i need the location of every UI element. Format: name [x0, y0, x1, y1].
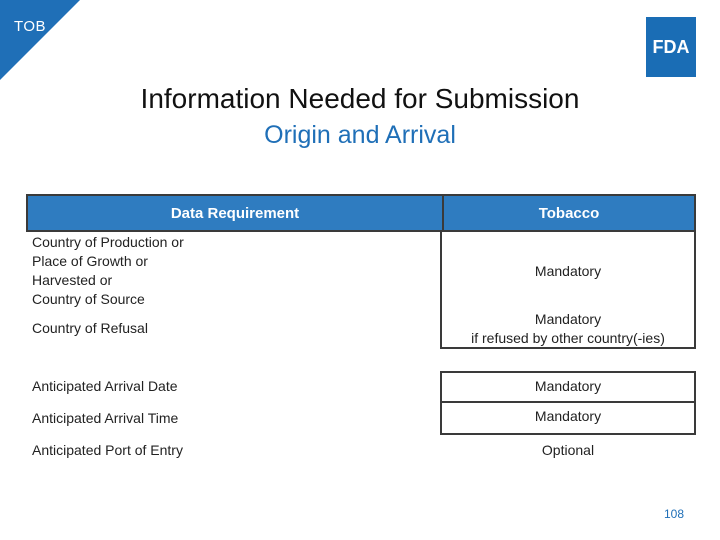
requirement-cell: Anticipated Port of Entry — [32, 442, 183, 458]
requirement-cell: Anticipated Arrival Date — [32, 378, 178, 394]
page-subtitle: Origin and Arrival — [264, 121, 456, 149]
tobacco-cell: Mandatory — [440, 403, 696, 435]
corner-label: TOB — [14, 18, 47, 35]
corner-banner — [0, 0, 80, 80]
fda-logo-text: FDA — [652, 37, 690, 57]
table-header — [26, 194, 696, 232]
tobacco-cell: Optional — [541, 442, 595, 458]
table-row — [26, 309, 696, 349]
requirement-cell: Country of Refusal — [32, 320, 148, 336]
table-row — [26, 232, 696, 309]
requirement-cell: Anticipated Arrival Time — [32, 410, 179, 426]
page-number: 108 — [664, 507, 685, 521]
header-data-requirement: Data Requirement — [170, 205, 300, 222]
header-tobacco: Tobacco — [442, 196, 694, 230]
fda-logo — [646, 17, 696, 77]
requirement-cell: Country of Production or Place of Growth or Harvested or Country of Source — [32, 234, 184, 307]
tobacco-cell: Mandatory — [440, 371, 696, 403]
tobacco-cell: Mandatory if refused by other country(-ies) — [440, 309, 696, 349]
tobacco-cell: Mandatory — [440, 232, 696, 309]
table-row — [26, 403, 696, 435]
requirements-table — [26, 194, 696, 467]
table-row — [26, 435, 696, 467]
table-row — [26, 371, 696, 403]
page-title: Information Needed for Submission — [140, 83, 580, 114]
